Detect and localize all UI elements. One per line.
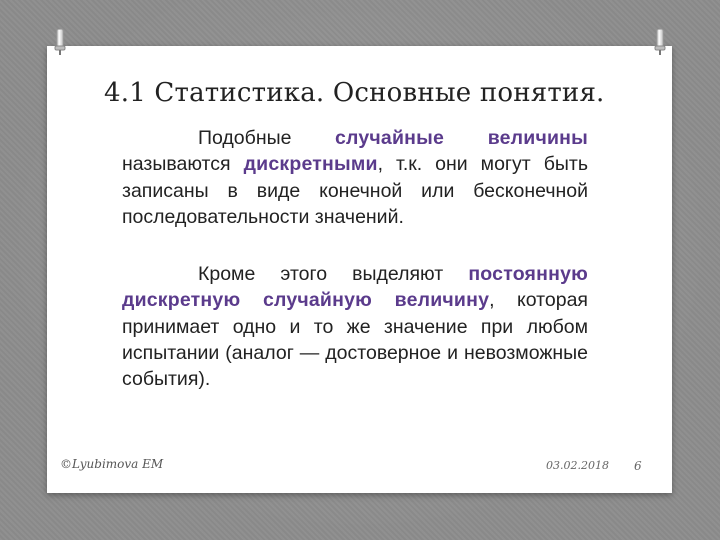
paragraph-discrete	[122, 125, 588, 230]
pushpin-icon	[52, 29, 68, 55]
paragraph-text: называются	[122, 153, 244, 176]
paragraph-constant	[122, 261, 588, 392]
pushpin-icon	[652, 29, 668, 55]
footer-date: 03.02.2018	[546, 459, 609, 472]
highlight-term: постоянную дискретную случайную величину	[122, 263, 588, 312]
paragraph-text: , т.к. они могут быть записаны в виде конечной или бесконечной последовательности значений.	[122, 153, 588, 228]
page-number: 6	[634, 459, 642, 473]
paragraph-text: Подобные	[198, 127, 335, 149]
paragraph-text: , которая принимает одно и то же значение при любом испытании (аналог — достоверное и невозможные события).	[122, 289, 588, 391]
slide-title: 4.1 Статистика. Основные понятия.	[104, 78, 605, 108]
highlight-term: случайные величины	[334, 127, 588, 149]
highlight-term: дискретными	[243, 153, 378, 176]
paragraph-text: Кроме этого выделяют	[198, 263, 469, 285]
footer-author: ©Lyubimova EM	[60, 457, 164, 471]
